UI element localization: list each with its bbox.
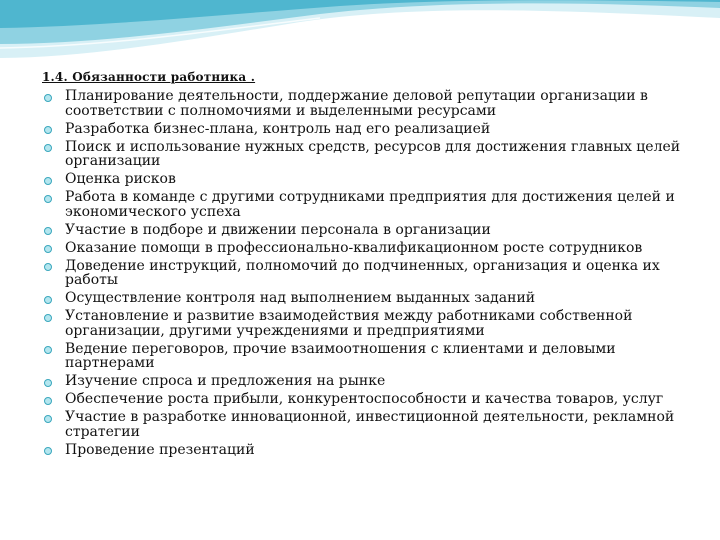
- list-item: [40, 374, 690, 389]
- bullet-dot-icon: [44, 415, 52, 423]
- list-item: [40, 223, 690, 238]
- list-item-text: Разработка бизнес-плана, контроль над его реализацией: [65, 120, 491, 137]
- list-item-text: Участие в подборе и движении персонала в организации: [65, 221, 491, 238]
- list-item: [40, 342, 690, 371]
- bullet-dot-icon: [44, 94, 52, 102]
- list-item: [40, 291, 690, 306]
- bullet-dot-icon: [44, 245, 52, 253]
- list-item: [40, 410, 690, 439]
- bullet-dot-icon: [44, 346, 52, 354]
- list-item-text: Оценка рисков: [65, 171, 176, 187]
- bullet-dot-icon: [44, 397, 52, 405]
- slide-heading: 1.4. Обязанности работника .: [42, 70, 256, 84]
- list-item-text: Осуществление контроля над выполнением выданных заданий: [65, 290, 536, 306]
- bullet-dot-icon: [44, 296, 52, 304]
- list-item: [40, 140, 690, 169]
- bullet-dot-icon: [44, 447, 52, 455]
- bullet-dot-icon: [44, 144, 52, 152]
- list-item: [40, 443, 690, 458]
- list-item-text: Проведение презентаций: [65, 441, 255, 458]
- bullet-list: [40, 89, 690, 457]
- list-item-text: Работа в команде с другими сотрудниками предприятия для достижения целей и экономического успеха: [65, 189, 675, 220]
- list-item: [40, 309, 690, 338]
- bullet-dot-icon: [44, 177, 52, 185]
- list-item-text: Изучение спроса и предложения на рынке: [65, 373, 386, 389]
- list-item: [40, 392, 690, 407]
- header-wave-decoration: [0, 0, 720, 80]
- list-item-text: Поиск и использование нужных средств, ресурсов для достижения главных целей организации: [65, 138, 681, 169]
- list-item: [40, 241, 690, 256]
- list-item: [40, 172, 690, 187]
- list-item-text: Ведение переговоров, прочие взаимоотношения с клиентами и деловыми партнерами: [65, 340, 616, 371]
- list-item-text: Обеспечение роста прибыли, конкурентоспособности и качества товаров, услуг: [65, 391, 664, 407]
- slide-content: [40, 70, 690, 461]
- list-item: [40, 190, 690, 219]
- list-item-text: Участие в разработке инновационной, инвестиционной деятельности, рекламной стратегии: [65, 409, 675, 440]
- bullet-dot-icon: [44, 263, 52, 271]
- bullet-dot-icon: [44, 126, 52, 134]
- list-item-text: Доведение инструкций, полномочий до подчиненных, организация и оценка их работы: [65, 257, 660, 288]
- list-item: [40, 259, 690, 288]
- bullet-dot-icon: [44, 227, 52, 235]
- list-item: [40, 122, 690, 137]
- bullet-dot-icon: [44, 379, 52, 387]
- list-item: [40, 89, 690, 118]
- list-item-text: Оказание помощи в профессионально-квалификационном росте сотрудников: [65, 239, 643, 256]
- list-item-text: Планирование деятельности, поддержание деловой репутации организации в соответствии с полномочиями и выделенными ресурсами: [65, 88, 648, 119]
- list-item-text: Установление и развитие взаимодействия между работниками собственной организации, другими учреждениями и предприятиями: [65, 308, 633, 339]
- bullet-dot-icon: [44, 314, 52, 322]
- bullet-dot-icon: [44, 195, 52, 203]
